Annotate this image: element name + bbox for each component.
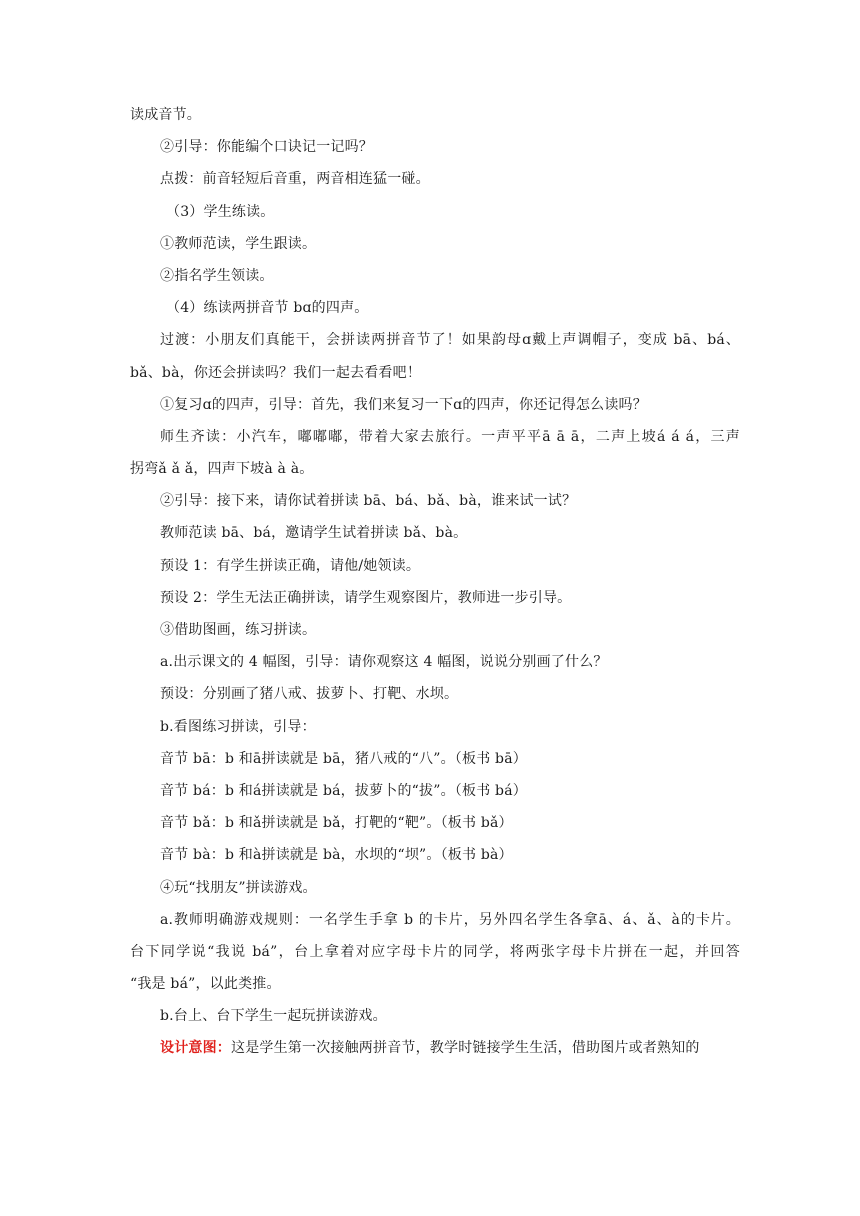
text-line-10: ①复习ɑ的四声，引导：首先，我们来复习一下ɑ的四声，你还记得怎么读吗？ (160, 396, 647, 413)
text-line-3: 点拨：前音轻短后音重，两音相连猛一碰。 (160, 171, 430, 188)
document-body (130, 107, 740, 1073)
text-line-11: 师生齐读：小汽车，嘟嘟嘟，带着大家去旅行。一声平平ā ā ā，二声上坡á á á，三声 (160, 428, 740, 445)
text-line-17: ③借助图画，练习拼读。 (160, 622, 317, 638)
design-intent-paragraph (130, 1040, 740, 1056)
text-line-18: a.出示课文的 4 幅图，引导：请你观察这 4 幅图，说说分别画了什么？ (160, 654, 608, 671)
text-line-15: 预设 1：有学生拼读正确，请他/她领读。 (160, 557, 421, 574)
section-heading-4: （4）练读两拼音节 bɑ的四声。 (166, 300, 369, 317)
text-line-26: a.教师明确游戏规则：一名学生手拿 b 的卡片，另外四名学生各拿ā、á、ǎ、à的卡片。 (160, 911, 740, 928)
text-line-12: 拐弯ǎ ǎ ǎ，四声下坡à à à。 (130, 461, 314, 478)
text-line-6: ②指名学生领读。 (160, 267, 274, 284)
text-line-24: 音节 bà：b 和à拼读就是 bà，水坝的“坝”。（板书 bà） (160, 847, 513, 864)
design-intent-label: 设计意图： (160, 1040, 231, 1057)
text-line-20: b.看图练习拼读，引导： (160, 718, 316, 735)
text-line-23: 音节 bǎ：b 和ǎ拼读就是 bǎ，打靶的“靶”。（板书 bǎ） (160, 815, 513, 832)
text-line-13: ②引导：接下来，请你试着拼读 bā、bá、bǎ、bà，谁来试一试？ (160, 493, 577, 510)
text-line-5: ①教师范读，学生跟读。 (160, 235, 317, 252)
text-line-1: 读成音节。 (130, 107, 201, 123)
text-line-27: 台下同学说“我说 bá”，台上拿着对应字母卡片的同学，将两张字母卡片拼在一起，并回答 (130, 943, 740, 960)
text-line-25: ④玩“找朋友”拼读游戏。 (160, 879, 317, 896)
text-line-21: 音节 bā：b 和ā拼读就是 bā，猪八戒的“八”。（板书 bā） (160, 750, 527, 767)
section-heading-3: （3）学生练读。 (166, 203, 275, 220)
text-line-28: “我是 bá”，以此类推。 (130, 976, 281, 993)
text-line-9: bǎ、bà，你还会拼读吗？我们一起去看看吧！ (130, 364, 422, 381)
text-line-8: 过渡：小朋友们真能干，会拼读两拼音节了！如果韵母ɑ戴上声调帽子，变成 bā、bá、 (160, 332, 740, 349)
text-line-29: b.台上、台下学生一起玩拼读游戏。 (160, 1008, 387, 1025)
text-line-14: 教师范读 bā、bá，邀请学生试着拼读 bǎ、bà。 (160, 525, 468, 542)
design-intent-text: 这是学生第一次接触两拼音节，教学时链接学生生活，借助图片或者熟知的 (231, 1040, 700, 1057)
text-line-19: 预设：分别画了猪八戒、拔萝卜、打靶、水坝。 (160, 686, 459, 703)
text-line-16: 预设 2：学生无法正确拼读，请学生观察图片，教师进一步引导。 (160, 589, 572, 606)
text-line-2: ②引导：你能编个口诀记一记吗？ (160, 139, 373, 156)
text-line-22: 音节 bá：b 和á拼读就是 bá，拔萝卜的“拔”。（板书 bá） (160, 782, 527, 799)
